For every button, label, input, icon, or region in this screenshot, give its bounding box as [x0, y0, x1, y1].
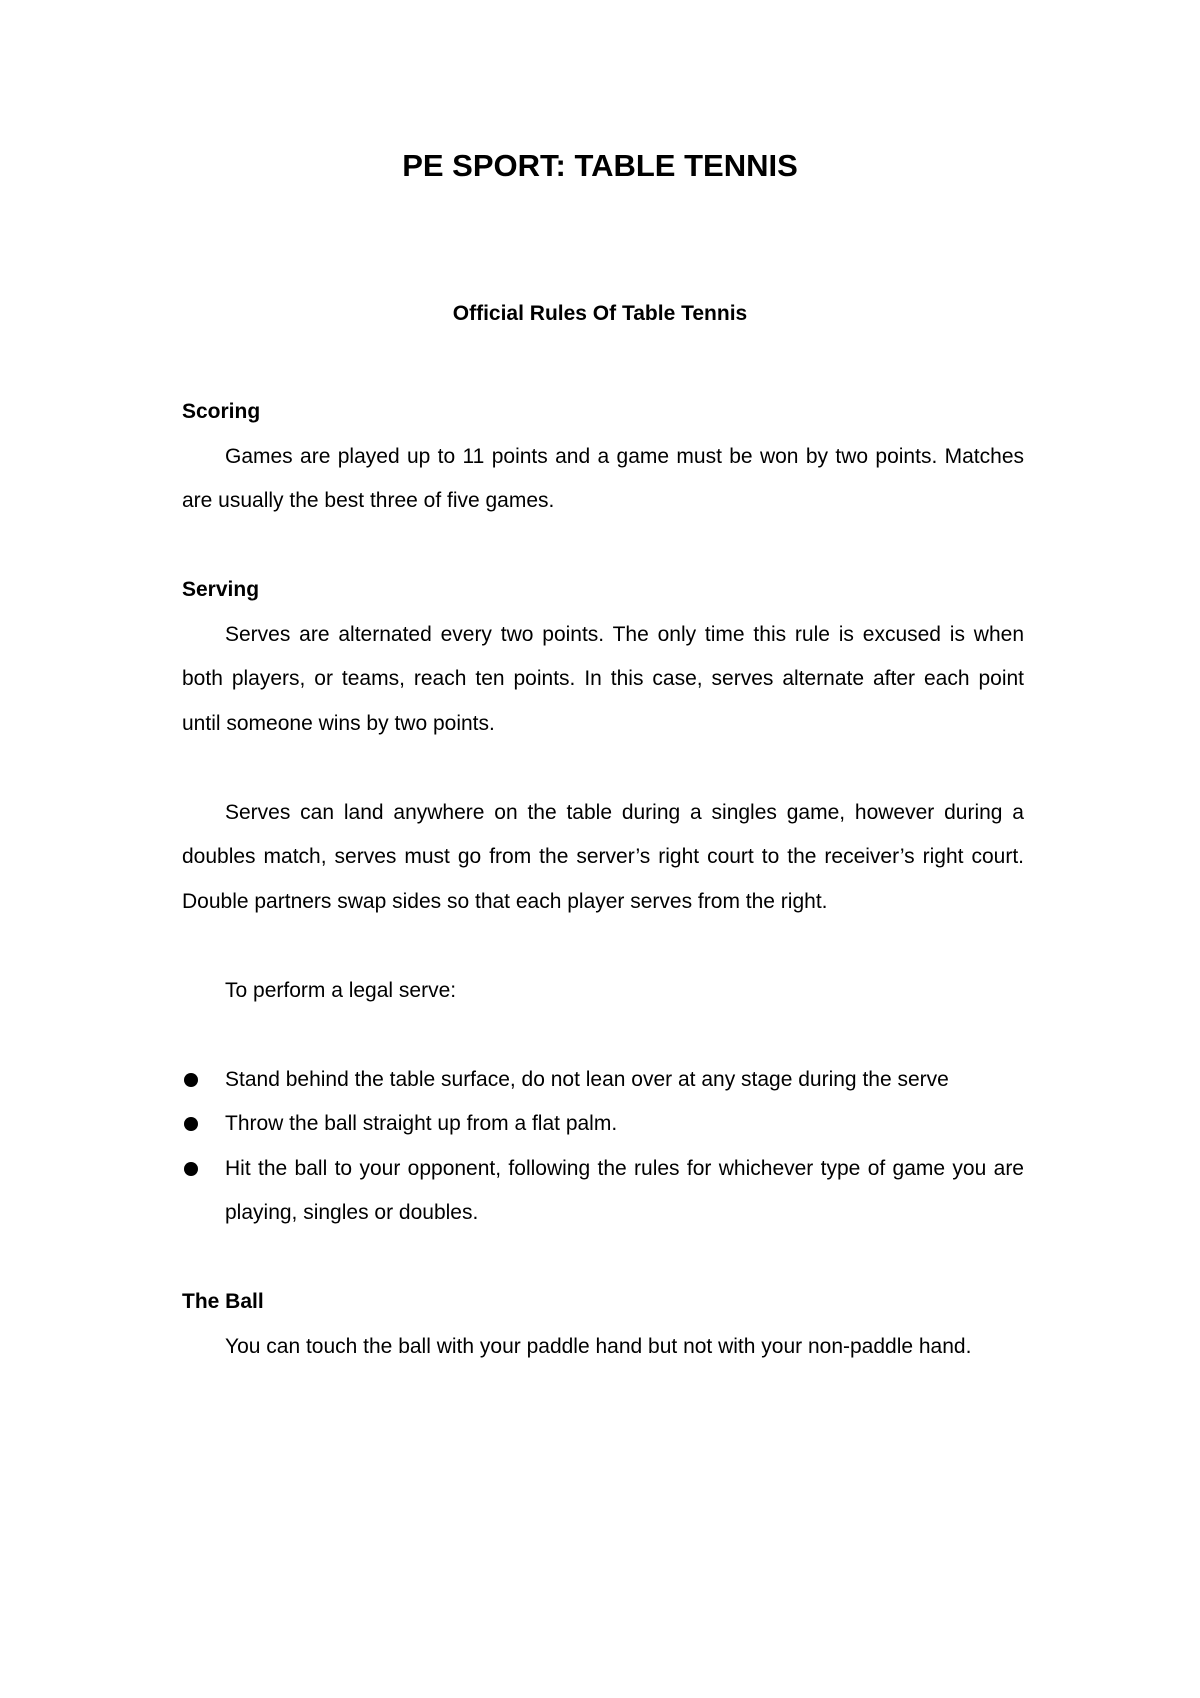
section-heading-serving: Serving: [182, 578, 260, 601]
bullet-icon: [184, 1117, 198, 1131]
serving-paragraph-1: Serves are alternated every two points. The only time this rule is excused is when both players, or teams, reach ten points. In this case, serves alternate after each point until someone wins by two points.: [182, 622, 1024, 735]
bullet-icon: [184, 1162, 198, 1176]
list-item: [182, 1102, 1024, 1147]
list-item: [182, 1147, 1024, 1236]
spacer: [182, 924, 1024, 969]
ball-paragraph: You can touch the ball with your paddle hand but not with your non-paddle hand.: [225, 1334, 972, 1358]
list-item-text: Stand behind the table surface, do not lean over at any stage during the serve: [225, 1067, 949, 1091]
spacer: [182, 746, 1024, 791]
list-item: [182, 1058, 1024, 1103]
list-item-text: Throw the ball straight up from a flat palm.: [225, 1112, 618, 1135]
section-heading-ball: The Ball: [182, 1290, 264, 1313]
document-subtitle: Official Rules Of Table Tennis: [452, 302, 748, 325]
list-item-text: Hit the ball to your opponent, following the rules for whichever type of game you are playing, singles or doubles.: [225, 1156, 1024, 1224]
legal-serve-list: [182, 1058, 1024, 1236]
serving-paragraph-2: Serves can land anywhere on the table during a singles game, however during a doubles match, serves must go from the server’s right court to the receiver’s right court. Double partners swap sides so that each player serves from the right.: [182, 800, 1024, 913]
serving-paragraph-3: To perform a legal serve:: [225, 978, 457, 1002]
spacer: [182, 1236, 1024, 1281]
scoring-paragraph: Games are played up to 11 points and a game must be won by two points. Matches are usually the best three of five games.: [182, 444, 1024, 512]
bullet-icon: [184, 1073, 198, 1087]
section-heading-scoring: Scoring: [182, 400, 261, 423]
document-title: PE SPORT: TABLE TENNIS: [402, 148, 798, 183]
document-body: [182, 390, 1024, 1369]
spacer: [182, 1013, 1024, 1058]
spacer: [182, 524, 1024, 569]
